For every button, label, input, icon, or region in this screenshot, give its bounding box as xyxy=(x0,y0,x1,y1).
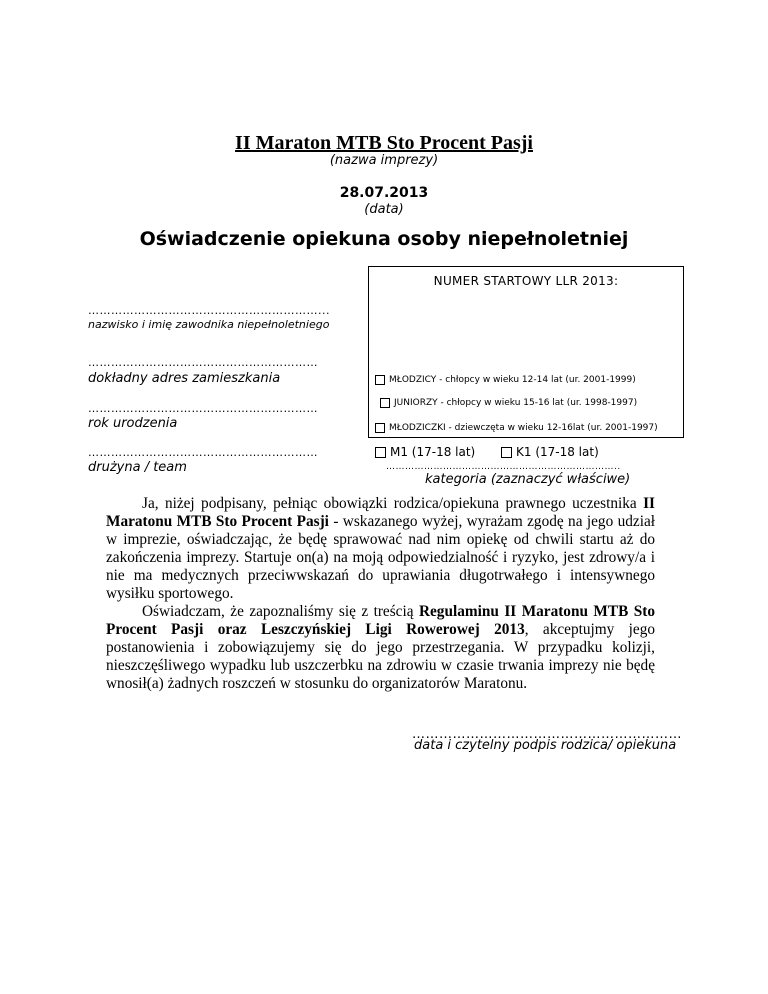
document-heading: Oświadczenie opiekuna osoby niepełnoletniej xyxy=(139,228,629,250)
event-name-caption: (nazwa imprezy) xyxy=(329,153,439,168)
field-dots-name[interactable]: ……………………………………………………... xyxy=(88,304,330,317)
category-dots: ……………………………………………………………….. xyxy=(386,462,621,472)
category-option-label: MŁODZICY - chłopcy w wieku 12-14 lat (ur. 2001-1999) xyxy=(389,375,636,385)
category-option-juniorzy[interactable] xyxy=(380,398,637,408)
checkbox-icon[interactable] xyxy=(380,398,390,408)
event-date-caption: (data) xyxy=(364,202,404,217)
event-name: II Maraton MTB Sto Procent Pasji xyxy=(235,132,533,154)
field-dots-birth-year[interactable]: …………………………………………………… xyxy=(88,402,318,415)
declaration-text xyxy=(106,495,655,693)
category-option-label: MŁODZICZKI - dziewczęta w wieku 12-16lat (ur. 2001-1997) xyxy=(389,423,658,433)
declaration-paragraph-2: Oświadczam, że zapoznaliśmy się z treścią Regulaminu II Maratonu MTB Sto Procent Pasji oraz Leszczyńskiej Ligi Rowerowej 2013, akceptujmy jego postanowienia i zobowiązujemy się do jego przestrzegania. W przypadku kolizji, nieszczęśliwego wypadku lub uszczerbku na zdrowiu w czasie trwania imprezy nie będę wnosił(a) żadnych roszczeń w stosunku do organizatorów Maratonu. xyxy=(106,603,656,692)
category-option-mlodziczki[interactable] xyxy=(375,423,658,433)
field-label-birth-year: rok urodzenia xyxy=(88,416,178,431)
checkbox-icon[interactable] xyxy=(375,375,385,385)
declaration-paragraph-1: Ja, niżej podpisany, pełniąc obowiązki rodzica/opiekuna prawnego uczestnika II Maratonu MTB Sto Procent Pasji - wskazanego wyżej, wyrażam zgodę na jego udział w imprezie, oświadczając, że będę sprawować nad nim opiekę od chwili startu aż do zakończenia imprezy. Startuje on(a) na moją odpowiedzialność i ryzyko, jest zdrowy/a i nie ma medycznych przeciwwskazań do uprawiania długotrwałego i intensywnego wysiłku sportowego. xyxy=(106,495,655,602)
category-option-label: K1 (17-18 lat) xyxy=(516,445,599,459)
category-option-m1[interactable] xyxy=(375,445,475,459)
category-option-k1[interactable] xyxy=(501,445,599,459)
start-number-label: NUMER STARTOWY LLR 2013: xyxy=(433,274,619,288)
field-dots-address[interactable]: …………………………………………………… xyxy=(88,356,318,369)
category-option-label: M1 (17-18 lat) xyxy=(390,445,476,459)
field-dots-team[interactable]: …………………………………………………… xyxy=(88,446,318,459)
signature-dots[interactable]: …………………………………………………… xyxy=(412,727,682,742)
category-option-label: JUNIORZY - chłopcy w wieku 15-16 lat (ur. 1998-1997) xyxy=(394,398,638,408)
field-label-address: dokładny adres zamieszkania xyxy=(88,371,281,386)
field-label-name: nazwisko i imię zawodnika niepełnoletniego xyxy=(88,318,330,331)
checkbox-icon[interactable] xyxy=(375,447,386,458)
event-name-bold: II Maratonu MTB Sto Procent Pasji xyxy=(106,495,655,530)
category-option-mlodzicy[interactable] xyxy=(375,375,636,385)
field-label-team: drużyna / team xyxy=(88,460,187,475)
category-caption: kategoria (zaznaczyć właściwe) xyxy=(425,472,631,487)
checkbox-icon[interactable] xyxy=(375,423,385,433)
checkbox-icon[interactable] xyxy=(501,447,512,458)
regulations-name-bold: Regulaminu II Maratonu MTB Sto Procent Pasji oraz Leszczyńskiej Ligi Rowerowej 2013 xyxy=(106,603,655,638)
event-date: 28.07.2013 xyxy=(339,185,429,201)
start-number-box[interactable] xyxy=(368,266,684,438)
signature-label: data i czytelny podpis rodzica/ opiekuna xyxy=(414,738,677,753)
